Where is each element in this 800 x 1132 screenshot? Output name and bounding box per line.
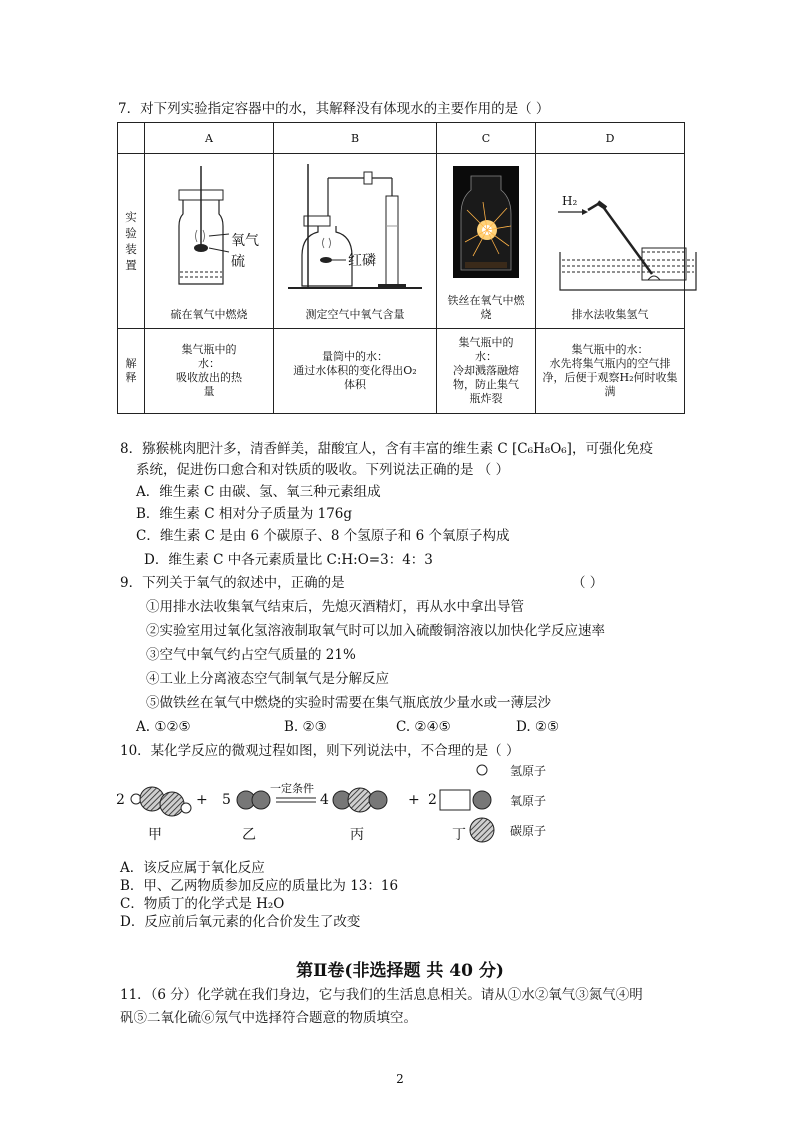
label-yi: 乙	[242, 827, 256, 843]
q9-option-d: D. ②⑤	[516, 719, 560, 735]
label-oxygen: 氧气	[231, 233, 259, 249]
explanation-c-line2: 水：	[475, 350, 497, 363]
label-sulfur: 硫	[231, 254, 245, 270]
explanation-b-line3: 体积	[344, 378, 366, 391]
legend-hydrogen-label: 氢原子	[510, 764, 547, 778]
explanation-a-line4: 量	[203, 385, 215, 398]
explanation-a-line2: 水：	[198, 357, 220, 370]
header-c: C	[437, 123, 536, 154]
caption-c-text: 铁丝在氧气中燃烧	[447, 294, 525, 321]
row-label-apparatus-text: 实验装置	[125, 210, 137, 272]
header-a: A	[145, 123, 274, 154]
molecule-ding-box	[440, 790, 470, 810]
explanation-b	[274, 329, 437, 414]
q7-stem: 7．对下列实验指定容器中的水，其解释没有体现水的主要作用的是（ ）	[118, 101, 550, 117]
label-jia: 甲	[148, 827, 162, 843]
q10-stem: 10．某化学反应的微观过程如图，则下列说法中，不合理的是（ ）	[120, 743, 520, 759]
coef-yi: 5	[222, 792, 231, 808]
explanation-b-line1: 量筒中的水：	[322, 350, 388, 363]
q11-line1: 11．（6 分）化学就在我们身边，它与我们的生活息息相关。请从①水②氧气③氮气④明	[120, 987, 643, 1003]
explanation-a-line3: 吸收放出的热	[176, 371, 242, 384]
caption-a: 硫在氧气中燃烧	[170, 308, 248, 321]
q9-answer-paren: （ ）	[572, 575, 604, 591]
header-d: D	[536, 123, 685, 154]
explanation-a-line1: 集气瓶中的	[181, 343, 237, 356]
plus-2: +	[408, 792, 420, 808]
apparatus-d	[536, 154, 685, 329]
label-bing: 丙	[350, 827, 364, 843]
q9-stem: 9．下列关于氧气的叙述中，正确的是	[120, 575, 345, 591]
explanation-c-line5: 瓶炸裂	[469, 392, 503, 405]
q9-statement-2: ②实验室用过氧化氢溶液制取氧气时可以加入硫酸铜溶液以加快化学反应速率	[146, 623, 605, 639]
legend-oxygen-label: 氧原子	[510, 794, 547, 808]
label-h2: H₂	[562, 194, 578, 208]
label-ding: 丁	[452, 827, 466, 843]
q8-option-a: A．维生素 C 由碳、氢、氧三种元素组成	[136, 484, 381, 500]
row-label-explanation	[118, 329, 145, 414]
q9-statement-4: ④工业上分离液态空气制氧气是分解反应	[146, 671, 389, 687]
caption-c	[437, 294, 535, 322]
explanation-c-line4: 物，防止集气	[453, 378, 519, 391]
q10-option-b: B．甲、乙两物质参加反应的质量比为 13：16	[120, 878, 399, 894]
explanation-c	[437, 329, 536, 414]
apparatus-a	[145, 154, 274, 329]
caption-b: 测定空气中氧气含量	[305, 308, 405, 321]
page-number: 2	[396, 1072, 404, 1086]
plus-1: +	[196, 792, 208, 808]
q8-option-d: D．维生素 C 中各元素质量比 C:H:O=3：4：3	[144, 552, 433, 568]
legend-carbon-label: 碳原子	[510, 824, 547, 838]
iron-wire-burning-photo	[437, 162, 535, 292]
q8-stem-line2: 系统，促进伤口愈合和对铁质的吸收。下列说法正确的是 （ ）	[136, 462, 510, 478]
row-label-explanation-text: 解释	[125, 357, 137, 384]
explanation-d	[536, 329, 685, 414]
phosphorus-apparatus-drawing	[274, 156, 436, 306]
explanation-b-line2: 通过水体积的变化得出O₂	[293, 364, 417, 377]
explanation-a	[145, 329, 274, 414]
molecule-yi	[237, 791, 270, 809]
q9-option-a: A. ①②⑤	[136, 719, 191, 735]
explanation-c-line3: 冷却溅落融熔	[453, 364, 519, 377]
legend-oxygen-icon	[473, 791, 491, 809]
q11-line2: 矾⑤二氧化硫⑥氖气中选择符合题意的物质填空。	[120, 1010, 417, 1026]
explanation-d-line3: 净，后便于观察H₂何时收集	[542, 371, 678, 384]
explanation-c-line1: 集气瓶中的	[458, 336, 514, 349]
coef-bing: 4	[320, 792, 329, 808]
q8-stem-line1: 8．猕猴桃肉肥汁多，清香鲜美，甜酸宜人，含有丰富的维生素 C [C₆H₈O₆]，可强化免疫	[120, 441, 653, 457]
coef-ding: 2	[428, 792, 437, 808]
legend-hydrogen-icon	[477, 765, 487, 775]
explanation-d-line2: 水先将集气瓶内的空气排	[549, 357, 671, 370]
apparatus-c	[437, 154, 536, 329]
legend-carbon-icon	[470, 818, 494, 842]
caption-d: 排水法收集氢气	[571, 308, 649, 321]
coef-jia: 2	[116, 792, 125, 808]
q9-option-b: B. ②③	[284, 719, 327, 735]
q9-statement-1: ①用排水法收集氧气结束后，先熄灭酒精灯，再从水中拿出导管	[146, 599, 524, 615]
q9-statement-3: ③空气中氧气约占空气质量的 21%	[146, 647, 356, 663]
row-label-apparatus	[118, 154, 145, 329]
q10-option-d: D．反应前后氧元素的化合价发生了改变	[120, 914, 361, 930]
header-b: B	[274, 123, 437, 154]
hydrogen-collection-drawing	[536, 156, 714, 306]
q9-option-c: C. ②④⑤	[396, 719, 451, 735]
q10-option-a: A．该反应属于氧化反应	[120, 860, 265, 876]
reaction-condition: 一定条件	[270, 782, 314, 795]
explanation-d-line4: 满	[604, 385, 616, 398]
apparatus-b	[274, 154, 437, 329]
molecule-jia	[131, 787, 191, 816]
q10-option-c: C．物质丁的化学式是 H₂O	[120, 896, 285, 912]
label-red-phosphorus: 红磷	[348, 253, 376, 269]
experiment-table	[117, 122, 685, 414]
q9-statement-5: ⑤做铁丝在氧气中燃烧的实验时需要在集气瓶底放少量水或一薄层沙	[146, 695, 551, 711]
molecule-bing	[333, 788, 387, 812]
section-title: 第Ⅱ卷(非选择题 共 40 分)	[296, 961, 504, 981]
q8-option-c: C．维生素 C 是由 6 个碳原子、8 个氢原子和 6 个氧原子构成	[136, 528, 510, 544]
q8-option-b: B．维生素 C 相对分子质量为 176g	[136, 506, 353, 522]
explanation-d-line1: 集气瓶中的水：	[571, 343, 649, 356]
corner-cell	[118, 123, 145, 154]
